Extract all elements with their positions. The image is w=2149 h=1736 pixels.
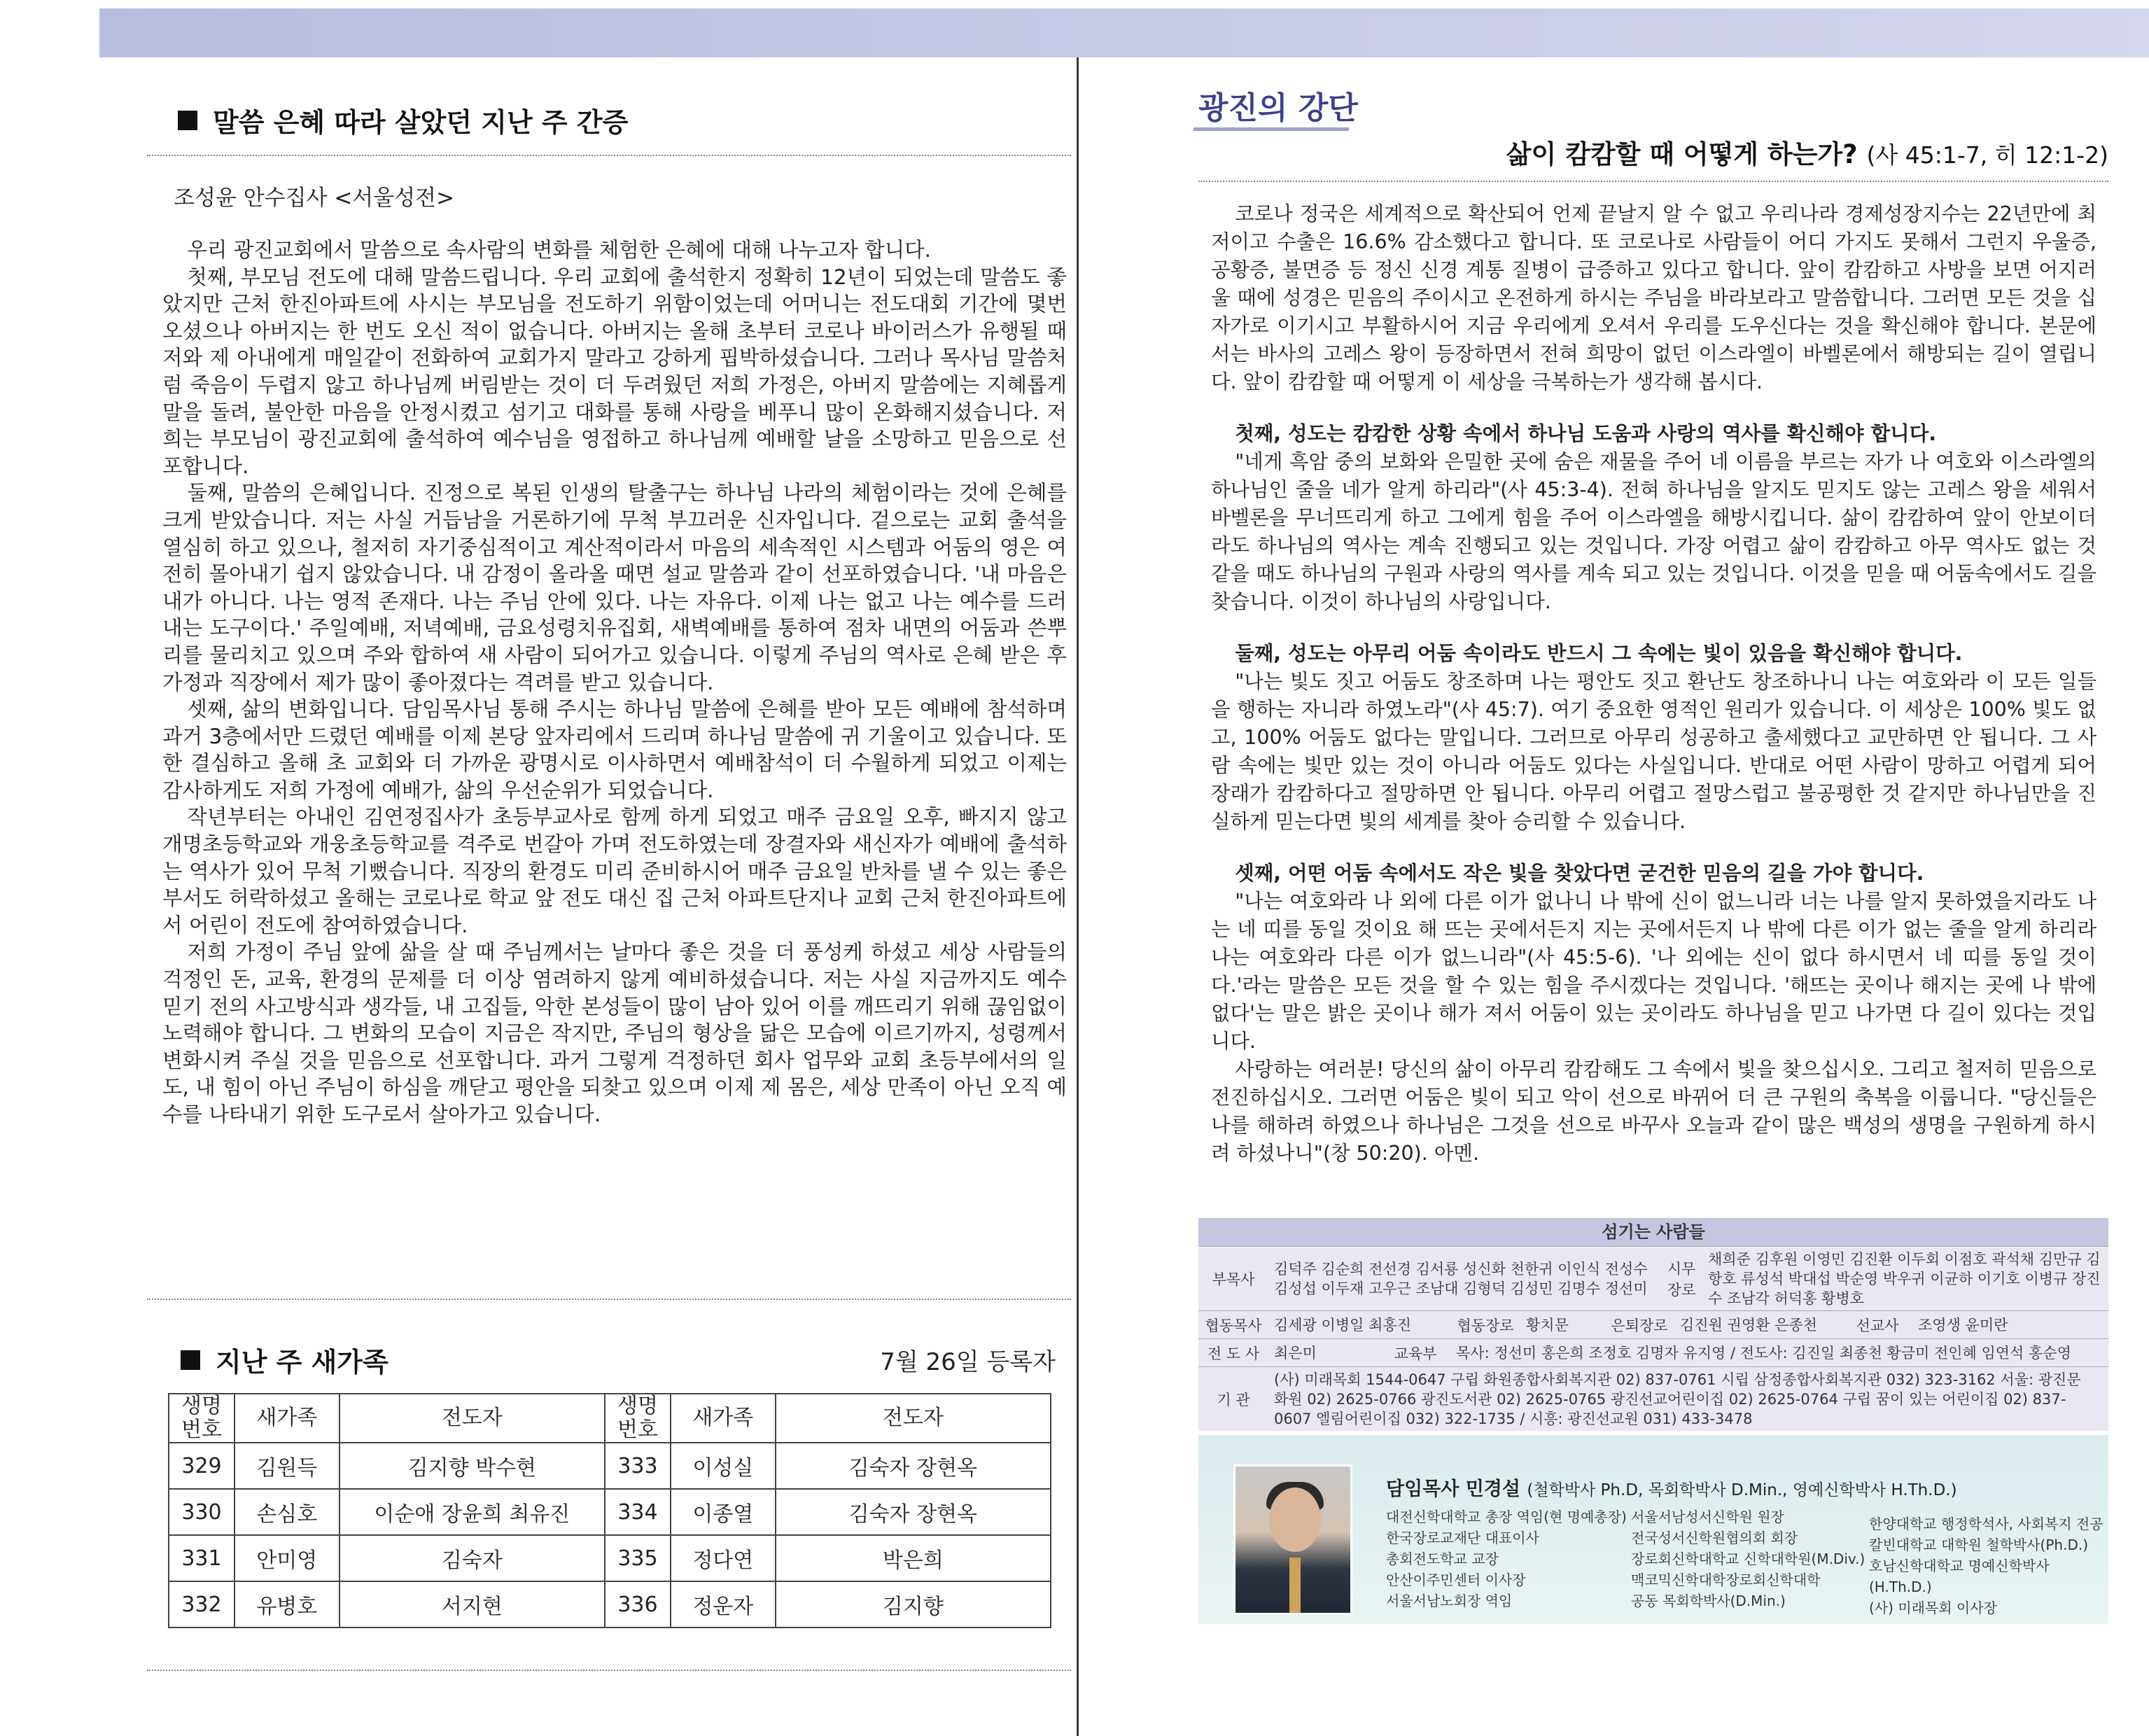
sermon-point-title: 첫째, 성도는 캄캄한 상황 속에서 하나님 도움과 사랑의 역사를 확신해야 합니다.: [1235, 422, 1937, 445]
cell-evangelist: 김숙자: [340, 1535, 605, 1581]
square-bullet-icon: [181, 1350, 200, 1370]
cell-name: 손심호: [234, 1489, 340, 1535]
pastor-photo: [1233, 1464, 1352, 1615]
testimony-section: [147, 84, 1071, 1128]
staff-label: 은퇴장로: [1611, 1317, 1668, 1334]
cell-evangelist: 김지향 박수현: [340, 1443, 605, 1489]
col-header-no: 생명 번호: [605, 1394, 671, 1443]
staff-label: 교육부: [1394, 1345, 1437, 1362]
sermon-point-body: "네게 흑암 중의 보화와 은밀한 곳에 숨은 재물을 주어 네 이름을 부르는 자가 나 여호와 이스라엘의 하나님인 줄을 네가 알게 하리라"(사 45:3-4). 전혀 하나님을 알지도 믿지도 않는 고레스 왕을 세워서 바벨론을 무너뜨리게 하고 그에게 힘을 주어 이스라엘을 해방시킵니다. 삶이 캄캄하여 앞이 안보이더라도 하나님의 역사는 계속 진행되고 있는 것입니다. 가장 어렵고 삶이 캄캄하고 아무 역사도 없는 것 같을 때도 하나님의 구원과 사랑의 역사를 계속 되고 있는 것입니다. 이것을 믿을 때 어둠속에서도 길을 찾습니다. 이것이 하나님의 사랑입니다.: [1211, 450, 2096, 613]
sermon-point-title: 둘째, 성도는 아무리 어둠 속이라도 반드시 그 속에는 빛이 있음을 확신해야 합니다.: [1235, 642, 1963, 665]
staff-names: 김덕주 김순희 전선경 김서룡 성신화 천한귀 이인식 전성수 김성섭 이두재 고우근 조남대 김형덕 김성민 김명수 정선미: [1274, 1260, 1648, 1297]
table-row: [169, 1443, 1051, 1489]
table-row: [169, 1535, 1051, 1581]
staff-names: 김진원 권영환 은종천: [1680, 1316, 1817, 1334]
sermon-point-body: "나는 빛도 짓고 어둠도 창조하며 나는 평안도 짓고 환난도 창조하나니 나는 여호와라 이 모든 일들을 행하는 자니라 하였노라"(사 45:7). 여기 중요한 영적인 원리가 있습니다. 이 세상은 100% 빛도 없고, 100% 어둠도 없다는 말입니다. 그러므로 아무리 성공하고 출세했다고 교만하면 안 됩니다. 그 사람 속에는 빛만 있는 것이 아니라 어둠도 있다는 사실입니다. 반대로 어떤 사람이 망하고 어렵게 되어 장래가 캄캄하다고 절망하면 안 됩니다. 아무리 어렵고 절망스럽고 불공평한 것 같지만 하나님만을 진실하게 믿는다면 빛의 세계를 찾아 승리할 수 있습니다.: [1211, 670, 2096, 833]
pastor-career-col2: 서울서남성서신학원 원장 전국성서신학원협의회 회장 장로회신학대학교 신학대학원(M.Div.) 맥코믹신학대학장로회신학대학 공동 목회학박사(D.Min.): [1631, 1508, 1865, 1609]
square-bullet-icon: [178, 111, 197, 130]
testimony-paragraph: 우리 광진교회에서 말씀으로 속사람의 변화를 체험한 은혜에 대해 나누고자 합니다.: [187, 238, 932, 262]
testimony-byline: 조성윤 안수집사 <서울성전>: [174, 186, 455, 211]
new-family-header: [181, 1340, 1056, 1379]
table-header-row: [169, 1394, 1051, 1443]
staff-row: [1198, 1310, 2108, 1338]
testimony-body: [147, 237, 1071, 1128]
testimony-paragraph: 첫째, 부모님 전도에 대해 말씀드립니다. 우리 교회에 출석한지 정확히 12년이 되었는데 말씀도 좋았지만 근처 한진아파트에 사시는 부모님을 전도하기 위함이었는데 어머니는 전도대회 기간에 몇번 오셨으나 아버지는 한 번도 오신 적이 없습니다. 아버지는 올해 초부터 코로나 바이러스가 유행될 때 저와 제 아내에게 매일같이 전화하여 교회가지 말라고 강하게 핍박하셨습니다. 그러나 목사님 말씀처럼 죽음이 두렵지 않고 하나님께 버림받는 것이 더 두려웠던 저희 가정은, 아버지 말씀에는 지혜롭게 말을 돌려, 불안한 마음을 안정시켰고 섬기고 대화를 통해 사랑을 베푸니 많이 온화해지셨습니다. 저희는 부모님이 광진교회에 출석하여 예수님을 영접하고 하나님께 예배할 날을 소망하고 믿음으로 선포합니다.: [162, 265, 1067, 478]
testimony-title: 말씀 은혜 따라 살았던 지난 주 간증: [147, 84, 1071, 156]
cell-evangelist: 서지현: [340, 1581, 605, 1628]
pastor-name: 담임목사 민경설 (철학박사 Ph.D, 목회학박사 D.Min., 영예신학박사 H.Th.D.): [1386, 1478, 1957, 1500]
staff-label: 부목사: [1212, 1270, 1255, 1288]
table-row: [169, 1489, 1051, 1535]
testimony-paragraph: 둘째, 말씀의 은혜입니다. 진정으로 복된 인생의 탈출구는 하나님 나라의 체험이라는 것에 은혜를 크게 받았습니다. 저는 사실 거듭남을 거론하기에 무척 부끄러운 신자입니다. 겉으로는 교회 출석을 열심히 하고 있으나, 철저히 자기중심적이고 계산적이라서 마음의 세속적인 시스템과 어둠의 영은 여전히 몰아내기 쉽지 않았습니다. 내 감정이 올라올 때면 설교 말씀과 같이 선포하였습니다. '내 마음은 내가 아니다. 나는 영적 존재다. 나는 주님 안에 있다. 나는 자유다. 이제 나는 없고 나는 예수를 드러내는 도구이다.' 주일예배, 저녁예배, 금요성령치유집회, 새벽예배를 통하여 점차 내면의 어둠과 쓴뿌리를 물리치고 있으며 주와 합하여 새 사람이 되어가고 있습니다. 이렇게 주님의 역사로 은혜 받은 후 가정과 직장에서 제가 많이 좋아졌다는 격려를 받고 있습니다.: [162, 481, 1067, 694]
cell-evangelist: 김숙자 장현옥: [776, 1489, 1051, 1535]
sermon-title: 삶이 캄캄할 때 어떻게 하는가?: [1506, 139, 1858, 169]
cell-evangelist: 김지향: [776, 1581, 1051, 1628]
cell-name: 안미영: [234, 1535, 340, 1581]
cell-name: 이성실: [671, 1443, 776, 1489]
testimony-paragraph: 셋째, 삶의 변화입니다. 담임목사님 통해 주시는 하나님 말씀에 은혜를 받아 모든 예배에 참석하며 과거 3층에서만 드렸던 예배를 이제 본당 앞자리에서 드리며 하나님 말씀에 귀 기울이고 있습니다. 또한 결심하고 올해 초 교회와 더 가까운 광명시로 이사하면서 예배참석이 더 수월하게 되었고 이제는 감사하게도 저희 가정에 예배가, 삶의 우선순위가 되었습니다.: [162, 697, 1067, 802]
cell-name: 정운자: [671, 1581, 776, 1628]
staff-table: [1198, 1218, 2108, 1431]
table-row: [169, 1581, 1051, 1628]
staff-row: [1198, 1366, 2108, 1431]
cell-no: 331: [169, 1535, 234, 1581]
staff-row: [1198, 1246, 2108, 1310]
staff-row: [1198, 1338, 2108, 1366]
sermon-heading: [1198, 133, 2108, 171]
staff-names: 황치문: [1526, 1316, 1569, 1334]
col-header-no: 생명 번호: [169, 1394, 234, 1443]
staff-names: 목사: 정선미 홍은희 조정호 김명자 유지영 / 전도사: 김진일 최종천 황금미 전인혜 임연석 홍순영: [1456, 1344, 2071, 1362]
staff-label: 협동장로: [1457, 1317, 1514, 1334]
staff-names: 조영생 윤미란: [1918, 1316, 2008, 1334]
page-divider: [1077, 57, 1079, 1736]
col-header-name: 새가족: [671, 1394, 776, 1443]
pastor-degrees: (철학박사 Ph.D, 목회학박사 D.Min., 영예신학박사 H.Th.D.): [1527, 1481, 1957, 1499]
header-band: [99, 8, 2149, 57]
pastor-career-col3: 한양대학교 행정학석사, 사회복지 전공 칼빈대학교 대학원 철학박사(Ph.D.) 호남신학대학교 명예신학박사(H.Th.D.) (사) 미래목회 이사장: [1869, 1516, 2104, 1616]
registration-date: 7월 26일 등록자: [880, 1348, 1056, 1376]
testimony-paragraph: 작년부터는 아내인 김연정집사가 초등부교사로 함께 하게 되었고 매주 금요일 오후, 빠지지 않고 개명초등학교와 개웅초등학교를 격주로 번갈아 가며 전도하였는데 장결자와 새신자가 예배에 출석하는 역사가 있어 무척 기뻤습니다. 직장의 환경도 미리 준비하시어 매주 금요일 반차를 낼 수 있는 좋은 부서도 허락하셨고 올해는 코로나로 학교 앞 전도 대신 집 근처 아파트단지나 교회 근처 한진아파트에서 어린이 전도에 참여하였습니다.: [162, 805, 1067, 937]
staff-names: 채희준 김후원 이영민 김진환 이두회 이점호 곽석채 김만규 김항호 류성석 박대섭 박순영 박우귀 이균하 이기호 이병규 장진수 조남각 허덕홍 황병호: [1708, 1250, 2101, 1307]
sermon-intro: 코로나 정국은 세계적으로 확산되어 언제 끝날지 알 수 없고 우리나라 경제성장지수는 22년만에 최저이고 수출은 16.6% 감소했다고 합니다. 또 코로나로 사람들이 어디 가지도 못해서 그런지 우울증, 공황증, 불면증 등 정신 신경 계통 질병이 급증하고 있다고 합니다. 앞이 캄캄하고 사방을 보면 어지러울 때에 성경은 믿음의 주이시고 온전하게 하시는 주님을 바라보라고 말씀합니다. 그러면 모든 것을 십자가로 이기시고 부활하시어 지금 우리에게 오셔서 우리를 도우신다는 것을 확신해야 합니다. 본문에서는 바사의 고레스 왕이 등장하면서 전혀 희망이 없던 이스라엘이 바벨론에서 해방되는 길이 열립니다. 앞이 캄캄할 때 어떻게 이 세상을 극복하는가 생각해 봅시다.: [1211, 202, 2096, 393]
staff-label: 선교사: [1856, 1317, 1899, 1334]
sermon-point-title: 셋째, 어떤 어둠 속에서도 작은 빛을 찾았다면 굳건한 믿음의 길을 가야 합니다.: [1235, 862, 1924, 885]
bottom-divider: [147, 1670, 1071, 1671]
col-header-name: 새가족: [234, 1394, 340, 1443]
staff-label: 전 도 사: [1207, 1345, 1260, 1362]
sermon-section-title: 광진의 강단: [1198, 90, 1358, 126]
cell-no: 335: [605, 1535, 671, 1581]
staff-label: 협동목사: [1205, 1317, 1262, 1334]
new-family-table: [168, 1393, 1051, 1628]
staff-title: 섬기는 사람들: [1198, 1218, 2108, 1246]
cell-no: 332: [169, 1581, 234, 1628]
cell-no: 333: [605, 1443, 671, 1489]
cell-no: 334: [605, 1489, 671, 1535]
staff-names: (사) 미래목회 1544-0647 구립 화원종합사회복지관 02) 837-0761 시립 삼정종합사회복지관 032) 323-3162 서울: 광진문화원 02) 2625-0766 광진도서관 02) 2625-0765 광진선교어린이집 02) 2625-0764 구립 꿈이 있는 어린이집 02) 837-0607 엘림어린이집 032) 322-1735 / 시흥: 광진선교원 031) 433-3478: [1274, 1371, 2081, 1427]
cell-no: 336: [605, 1581, 671, 1628]
sermon-divider: [1198, 181, 2108, 182]
testimony-paragraph: 저희 가정이 주님 앞에 삶을 살 때 주님께서는 날마다 좋은 것을 더 풍성케 하셨고 세상 사람들의 걱정인 돈, 교육, 환경의 문제를 더 이상 염려하지 않게 예비하셨습니다. 저는 사실 지금까지도 예수 믿기 전의 사고방식과 생각들, 내 고집들, 악한 본성들이 많이 남아 있어 이를 깨뜨리기 위해 끊임없이 노력해야 합니다. 그 변화의 모습이 지금은 작지만, 주님의 형상을 닮은 모습에 이르기까지, 성령께서 변화시켜 주실 것을 믿음으로 선포합니다. 과거 그렇게 걱정하던 회사 업무와 교회 초등부에서의 일도, 내 힘이 아닌 주님이 하심을 깨닫고 평안을 되찾고 있으며 이제 제 몸은, 세상 만족이 아닌 오직 예수를 나타내기 위한 도구로서 살아가고 있습니다.: [162, 940, 1067, 1126]
cell-name: 이종열: [671, 1489, 776, 1535]
staff-names: 최은미: [1274, 1344, 1317, 1362]
sermon-closing: 사랑하는 여러분! 당신의 삶이 아무리 캄캄해도 그 속에서 빛을 찾으십시오. 그리고 철저히 믿음으로 전진하십시오. 그러면 어둠은 빛이 되고 악이 선으로 바뀌어 더 큰 구원의 축복을 이룹니다. "당신들은 나를 해하려 하였으나 하나님은 그것을 선으로 바꾸사 오늘과 같이 많은 백성의 생명을 구원하게 하시려 하셨나니"(창 50:20). 아멘.: [1211, 1058, 2096, 1165]
staff-label: 기 관: [1217, 1391, 1250, 1408]
cell-name: 정다연: [671, 1535, 776, 1581]
cell-name: 유병호: [234, 1581, 340, 1628]
cell-no: 329: [169, 1443, 234, 1489]
section-divider: [147, 1298, 1071, 1300]
sermon-point-body: "나는 여호와라 나 외에 다른 이가 없나니 나 밖에 신이 없느니라 너는 나를 알지 못하였을지라도 나는 네 띠를 동일 것이요 해 뜨는 곳에서든지 지는 곳에서든지 나 밖에 다른 이가 없는 줄을 알게 하리라 나는 여호와라 다른 이가 없느니라"(사 45:5-6). '나 외에는 신이 없다 하시면서 네 띠를 동일 것이다.'라는 말씀은 모든 것을 할 수 있는 힘을 주시겠다는 것입니다. '해뜨는 곳이나 해지는 곳에 나 밖에 없다'는 말은 밝은 곳이나 해가 져서 어둠이 있는 곳이라도 하나님을 믿고 나가면 다 길이 있다는 것입니다.: [1211, 890, 2096, 1053]
cell-evangelist: 박은희: [776, 1535, 1051, 1581]
cell-no: 330: [169, 1489, 234, 1535]
cell-evangelist: 이순애 장윤희 최유진: [340, 1489, 605, 1535]
pastor-profile: [1198, 1435, 2108, 1624]
staff-label: 시무장로: [1667, 1260, 1696, 1298]
col-header-evangelist: 전도자: [340, 1394, 605, 1443]
col-header-evangelist: 전도자: [776, 1394, 1051, 1443]
pastor-career-col1: 대전신학대학교 총장 역임(현 명예총장) 한국장로교재단 대표이사 총회전도학교 교장 안산이주민센터 이사장 서울서남노회장 역임: [1386, 1508, 1627, 1609]
staff-names: 김세광 이병일 최홍진: [1274, 1316, 1411, 1334]
sermon-body: [1211, 200, 2096, 1168]
new-family-title: 지난 주 새가족: [181, 1340, 388, 1379]
title-underline: [1194, 127, 1349, 131]
cell-evangelist: 김숙자 장현옥: [776, 1443, 1051, 1489]
sermon-reference: (사 45:1-7, 히 12:1-2): [1866, 141, 2108, 169]
cell-name: 김원득: [234, 1443, 340, 1489]
